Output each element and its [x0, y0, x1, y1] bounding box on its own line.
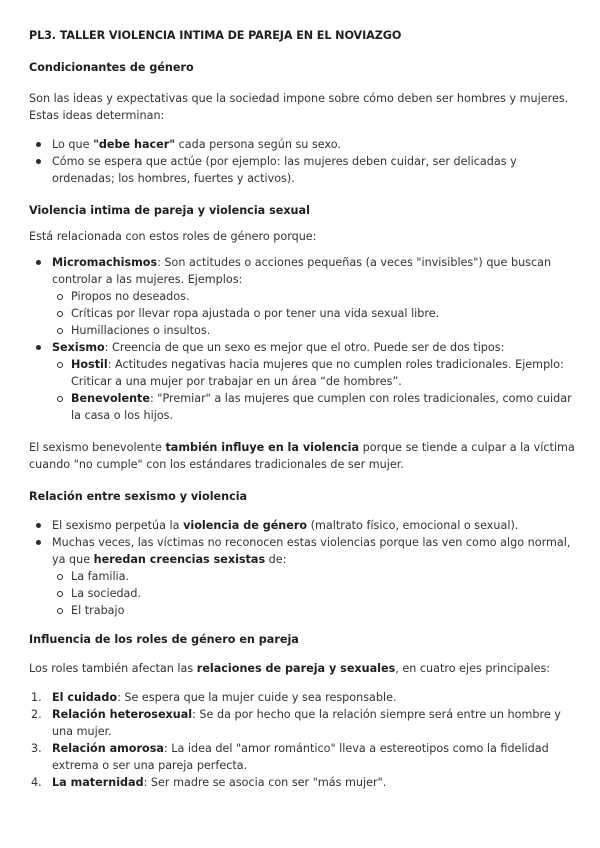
list-item-text: : Ser madre se asocia con ser "más mujer". [143, 776, 387, 789]
sub-list-item-hostil [52, 356, 577, 390]
list-item-text: : Son actitudes o acciones pequeñas (a veces "invisibles") que buscan controlar a las mujeres. Ejemplos: [52, 256, 552, 286]
list-item [29, 136, 577, 153]
list-item-bold: heredan creencias sexistas [93, 553, 266, 566]
section-heading-violencia: Violencia intima de pareja y violencia sexual [29, 204, 310, 217]
sub-list-item-benevolente [52, 390, 577, 424]
numbered-list-item [29, 740, 577, 774]
section-heading-condicionantes: Condicionantes de género [29, 61, 194, 74]
sub-list-sexismo [52, 356, 577, 424]
list-item-text: de: [265, 553, 287, 566]
list-item-sexismo [29, 339, 577, 424]
list-number: 4. [31, 776, 42, 789]
list-item-bold: Relación amorosa [52, 742, 164, 755]
section-intro-influencia [29, 660, 577, 677]
section-intro-condicionantes: Son las ideas y expectativas que la sociedad impone sobre cómo deben ser hombres y mujeres. Estas ideas determinan: [29, 92, 569, 122]
bullet-list-relacion [29, 517, 577, 619]
sub-list-herencia [52, 568, 577, 619]
paragraph-text: , en cuatro ejes principales: [395, 662, 551, 675]
numbered-list-item [29, 689, 577, 706]
list-item [29, 534, 577, 619]
paragraph-sexismo-benevolente [29, 439, 577, 473]
numbered-list-item [29, 706, 577, 740]
section-intro-violencia: Está relacionada con estos roles de género porque: [29, 230, 317, 243]
bullet-list-violencia [29, 254, 577, 424]
list-item-text: cada persona según su sexo. [175, 138, 341, 151]
sub-list-item: Piropos no deseados. [52, 288, 577, 305]
list-item-text: Muchas veces, las víctimas no reconocen estas violencias porque las ven como algo normal, ya que [52, 536, 571, 566]
list-item-text: El sexismo perpetúa la [52, 519, 184, 532]
sub-list-micromachismos [52, 288, 577, 339]
bullet-list-condicionantes [29, 136, 577, 187]
paragraph-text: Los roles también afectan las [29, 662, 197, 675]
numbered-list-ejes [29, 689, 577, 791]
section-heading-relacion: Relación entre sexismo y violencia [29, 490, 248, 503]
list-item-text: : La idea del "amor romántico" lleva a estereotipos como la fidelidad extrema o ser una pareja perfecta. [52, 742, 549, 772]
section-heading-influencia: Influencia de los roles de género en pareja [29, 633, 299, 646]
sub-list-item: Humillaciones o insultos. [52, 322, 577, 339]
list-item-bold: violencia de género [183, 519, 308, 532]
list-number: 3. [31, 742, 42, 755]
sub-item-text: : "Premiar" a las mujeres que cumplen con roles tradicionales, como cuidar la casa o los hijos. [71, 392, 572, 422]
list-item [29, 153, 577, 187]
list-item-text: Cómo se espera que actúe (por ejemplo: las mujeres deben cuidar, ser delicadas y ordenadas; los hombres, fuertes y activos). [52, 155, 517, 185]
list-number: 2. [31, 708, 42, 721]
list-item-text: Lo que [52, 138, 94, 151]
list-number: 1. [31, 691, 42, 704]
paragraph-bold: también influye en la violencia [165, 441, 360, 454]
list-item-bold: "debe hacer" [93, 138, 176, 151]
list-item-text: (maltrato físico, emocional o sexual). [307, 519, 519, 532]
sub-list-item: La sociedad. [52, 585, 577, 602]
list-item-bold: Sexismo [52, 341, 105, 354]
list-item-micromachismos [29, 254, 577, 339]
list-item [29, 517, 577, 534]
list-item-bold: El cuidado [52, 691, 118, 704]
sub-list-item: El trabajo [52, 602, 577, 619]
document-page [29, 28, 577, 791]
list-item-bold: Micromachismos [52, 256, 158, 269]
list-item-bold: La maternidad [52, 776, 144, 789]
sub-item-bold: Benevolente [71, 392, 150, 405]
paragraph-bold: relaciones de pareja y sexuales [196, 662, 396, 675]
list-item-bold: Relación heterosexual [52, 708, 193, 721]
sub-item-text: : Actitudes negativas hacia mujeres que no cumplen roles tradicionales. Ejemplo: Criticar a una mujer por trabajar en un área “de hombres”. [71, 358, 564, 388]
list-item-text: : Se espera que la mujer cuide y sea responsable. [117, 691, 397, 704]
numbered-list-item [29, 774, 577, 791]
paragraph-text: porque se tiende a culpar a la víctima cuando "no cumple" con los estándares tradicionales de ser mujer. [29, 441, 575, 471]
sub-list-item: La familia. [52, 568, 577, 585]
paragraph-text: El sexismo benevolente [29, 441, 166, 454]
document-title: PL3. TALLER VIOLENCIA INTIMA DE PAREJA EN EL NOVIAZGO [29, 29, 402, 42]
sub-list-item: Críticas por llevar ropa ajustada o por tener una vida sexual libre. [52, 305, 577, 322]
sub-item-bold: Hostil [71, 358, 108, 371]
list-item-text: : Creencia de que un sexo es mejor que el otro. Puede ser de dos tipos: [104, 341, 505, 354]
list-item-text: : Se da por hecho que la relación siempre será entre un hombre y una mujer. [52, 708, 561, 738]
